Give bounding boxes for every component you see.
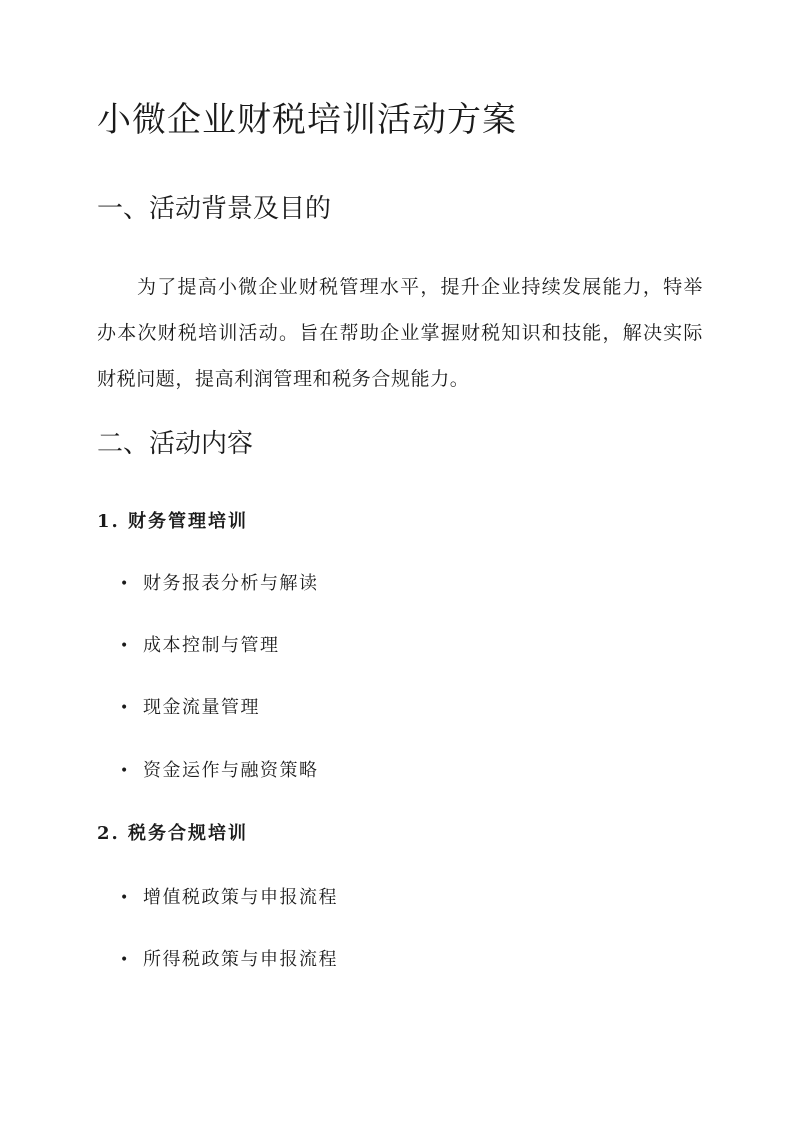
section-heading-background: 一、活动背景及目的 — [97, 194, 332, 224]
section-heading-content: 二、活动内容 — [97, 429, 254, 459]
list-item — [120, 757, 319, 785]
list-item-label: 现金流量管理 — [143, 697, 260, 718]
list-item — [120, 884, 338, 912]
list-item — [120, 570, 319, 598]
bullet-icon: • — [120, 763, 130, 779]
list-item — [120, 694, 260, 722]
bullet-icon: • — [120, 576, 130, 592]
list-item-label: 所得税政策与申报流程 — [143, 949, 338, 970]
subsection-heading-tax: 2. 税务合规培训 — [97, 823, 249, 844]
list-item — [120, 632, 280, 660]
bullet-icon: • — [120, 700, 130, 716]
list-item-label: 成本控制与管理 — [143, 635, 280, 656]
bullet-icon: • — [120, 890, 130, 906]
subsection-heading-finance: 1. 财务管理培训 — [97, 511, 249, 532]
bullet-icon: • — [120, 952, 130, 968]
list-item-label: 增值税政策与申报流程 — [143, 887, 338, 908]
list-item-label: 资金运作与融资策略 — [143, 760, 319, 781]
document-title: 小微企业财税培训活动方案 — [97, 100, 517, 140]
list-item-label: 财务报表分析与解读 — [143, 573, 319, 594]
background-paragraph: 为了提高小微企业财税管理水平，提升企业持续发展能力，特举办本次财税培训活动。旨在帮助企业掌握财税知识和技能，解决实际财税问题，提高利润管理和税务合规能力。 — [97, 276, 703, 390]
list-item — [120, 946, 338, 974]
bullet-icon: • — [120, 638, 130, 654]
